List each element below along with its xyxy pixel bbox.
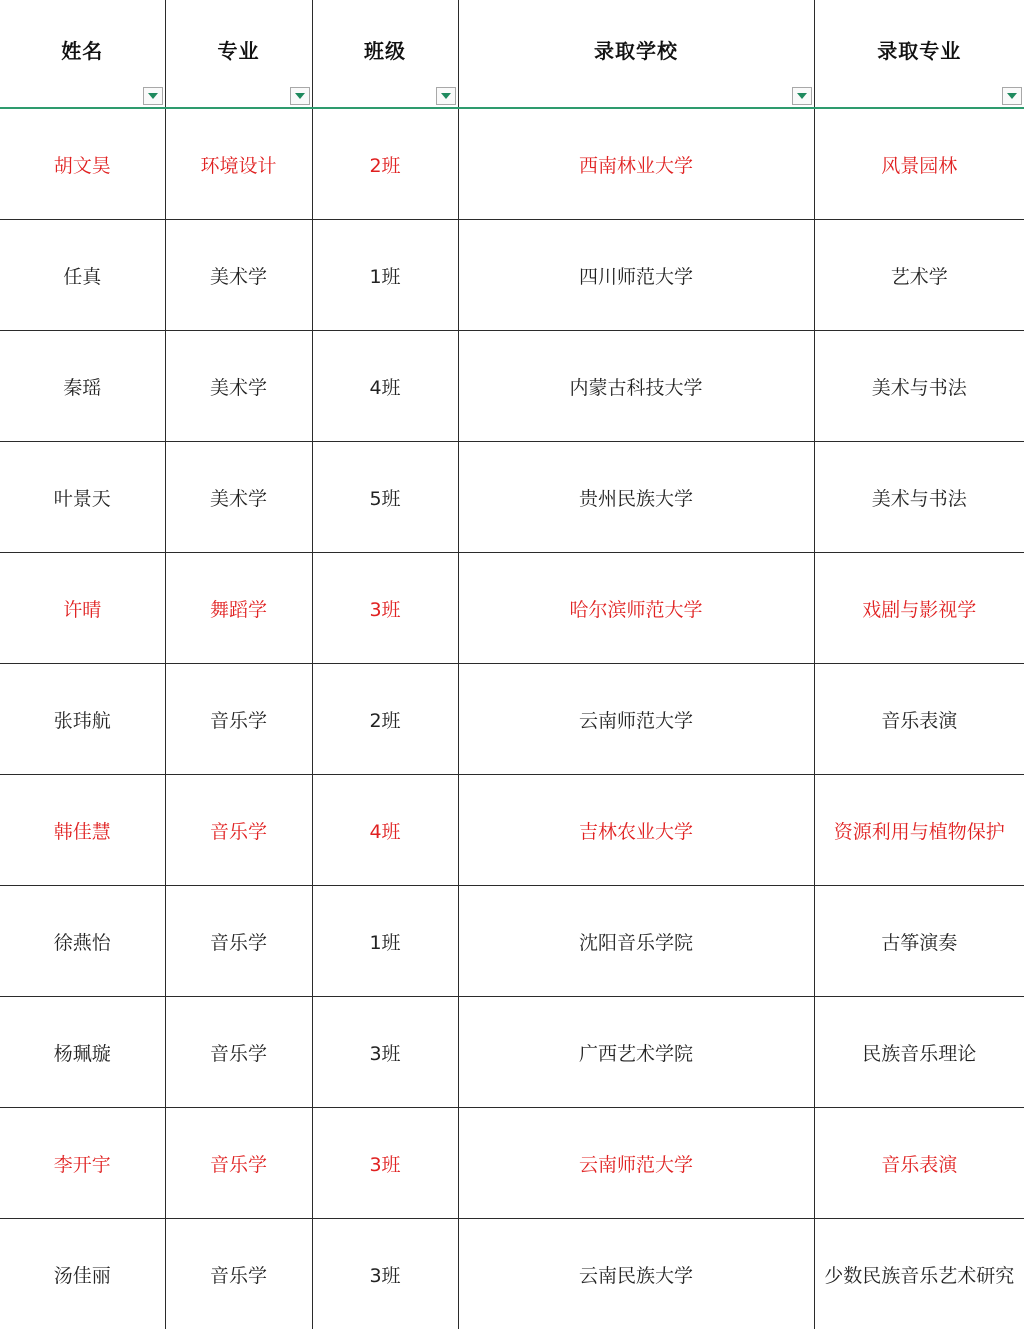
admitted-major-cell[interactable]: 艺术学: [814, 220, 1024, 331]
admitted-major-cell[interactable]: 古筝演奏: [814, 886, 1024, 997]
admitted-major-cell[interactable]: 戏剧与影视学: [814, 553, 1024, 664]
major-cell[interactable]: 舞蹈学: [165, 553, 312, 664]
school-cell[interactable]: 云南民族大学: [458, 1219, 814, 1330]
school-cell[interactable]: 西南林业大学: [458, 108, 814, 220]
name-cell[interactable]: 徐燕怡: [0, 886, 165, 997]
major-cell[interactable]: 音乐学: [165, 886, 312, 997]
filter-dropdown-icon: [295, 93, 305, 99]
name-cell[interactable]: 任真: [0, 220, 165, 331]
class-cell[interactable]: 3班: [312, 1108, 458, 1219]
major-cell[interactable]: 美术学: [165, 331, 312, 442]
major-cell[interactable]: 音乐学: [165, 775, 312, 886]
school-cell[interactable]: 哈尔滨师范大学: [458, 553, 814, 664]
class-cell[interactable]: 3班: [312, 997, 458, 1108]
table-row: [0, 220, 1024, 331]
school-cell[interactable]: 云南师范大学: [458, 1108, 814, 1219]
table-row: [0, 108, 1024, 220]
filter-button-name[interactable]: [143, 87, 163, 105]
header-class: [312, 0, 458, 108]
header-label: 班级: [364, 39, 406, 63]
name-cell[interactable]: 张玮航: [0, 664, 165, 775]
table-row: [0, 553, 1024, 664]
table-row: [0, 1219, 1024, 1330]
name-cell[interactable]: 汤佳丽: [0, 1219, 165, 1330]
filter-dropdown-icon: [1007, 93, 1017, 99]
header-name: [0, 0, 165, 108]
name-cell[interactable]: 叶景天: [0, 442, 165, 553]
school-cell[interactable]: 吉林农业大学: [458, 775, 814, 886]
school-cell[interactable]: 云南师范大学: [458, 664, 814, 775]
major-cell[interactable]: 音乐学: [165, 1108, 312, 1219]
table-row: [0, 886, 1024, 997]
header-major: [165, 0, 312, 108]
school-cell[interactable]: 广西艺术学院: [458, 997, 814, 1108]
filter-button-major[interactable]: [290, 87, 310, 105]
table-row: [0, 775, 1024, 886]
class-cell[interactable]: 4班: [312, 775, 458, 886]
name-cell[interactable]: 胡文昊: [0, 108, 165, 220]
major-cell[interactable]: 音乐学: [165, 664, 312, 775]
major-cell[interactable]: 音乐学: [165, 997, 312, 1108]
table-row: [0, 664, 1024, 775]
header-admitted-major: [814, 0, 1024, 108]
table-body: [0, 108, 1024, 1329]
major-cell[interactable]: 音乐学: [165, 1219, 312, 1330]
major-cell[interactable]: 美术学: [165, 220, 312, 331]
school-cell[interactable]: 内蒙古科技大学: [458, 331, 814, 442]
class-cell[interactable]: 2班: [312, 664, 458, 775]
header-label: 录取学校: [594, 39, 678, 63]
class-cell[interactable]: 3班: [312, 553, 458, 664]
school-cell[interactable]: 贵州民族大学: [458, 442, 814, 553]
class-cell[interactable]: 4班: [312, 331, 458, 442]
header-label: 姓名: [61, 39, 104, 63]
header-row: [0, 0, 1024, 108]
table-row: [0, 442, 1024, 553]
table-row: [0, 997, 1024, 1108]
table-row: [0, 331, 1024, 442]
admitted-major-cell[interactable]: 资源利用与植物保护: [814, 775, 1024, 886]
name-cell[interactable]: 韩佳慧: [0, 775, 165, 886]
filter-button-admitted-major[interactable]: [1002, 87, 1022, 105]
class-cell[interactable]: 3班: [312, 1219, 458, 1330]
filter-button-school[interactable]: [792, 87, 812, 105]
class-cell[interactable]: 1班: [312, 886, 458, 997]
class-cell[interactable]: 1班: [312, 220, 458, 331]
filter-dropdown-icon: [148, 93, 158, 99]
header-label: 专业: [217, 39, 260, 63]
school-cell[interactable]: 沈阳音乐学院: [458, 886, 814, 997]
name-cell[interactable]: 许晴: [0, 553, 165, 664]
admitted-major-cell[interactable]: 美术与书法: [814, 442, 1024, 553]
filter-dropdown-icon: [441, 93, 451, 99]
table-row: [0, 1108, 1024, 1219]
admitted-major-cell[interactable]: 音乐表演: [814, 664, 1024, 775]
major-cell[interactable]: 美术学: [165, 442, 312, 553]
name-cell[interactable]: 秦瑶: [0, 331, 165, 442]
filter-button-class[interactable]: [436, 87, 456, 105]
admitted-major-cell[interactable]: 民族音乐理论: [814, 997, 1024, 1108]
admitted-major-cell[interactable]: 美术与书法: [814, 331, 1024, 442]
admitted-major-cell[interactable]: 风景园林: [814, 108, 1024, 220]
header-label: 录取专业: [877, 39, 962, 63]
name-cell[interactable]: 杨珮璇: [0, 997, 165, 1108]
school-cell[interactable]: 四川师范大学: [458, 220, 814, 331]
class-cell[interactable]: 5班: [312, 442, 458, 553]
admitted-major-cell[interactable]: 少数民族音乐艺术研究: [824, 1264, 1015, 1287]
admitted-major-cell[interactable]: 音乐表演: [814, 1108, 1024, 1219]
name-cell[interactable]: 李开宇: [0, 1108, 165, 1219]
filter-dropdown-icon: [797, 93, 807, 99]
class-cell[interactable]: 2班: [312, 108, 458, 220]
header-school: [458, 0, 814, 108]
major-cell[interactable]: 环境设计: [165, 108, 312, 220]
